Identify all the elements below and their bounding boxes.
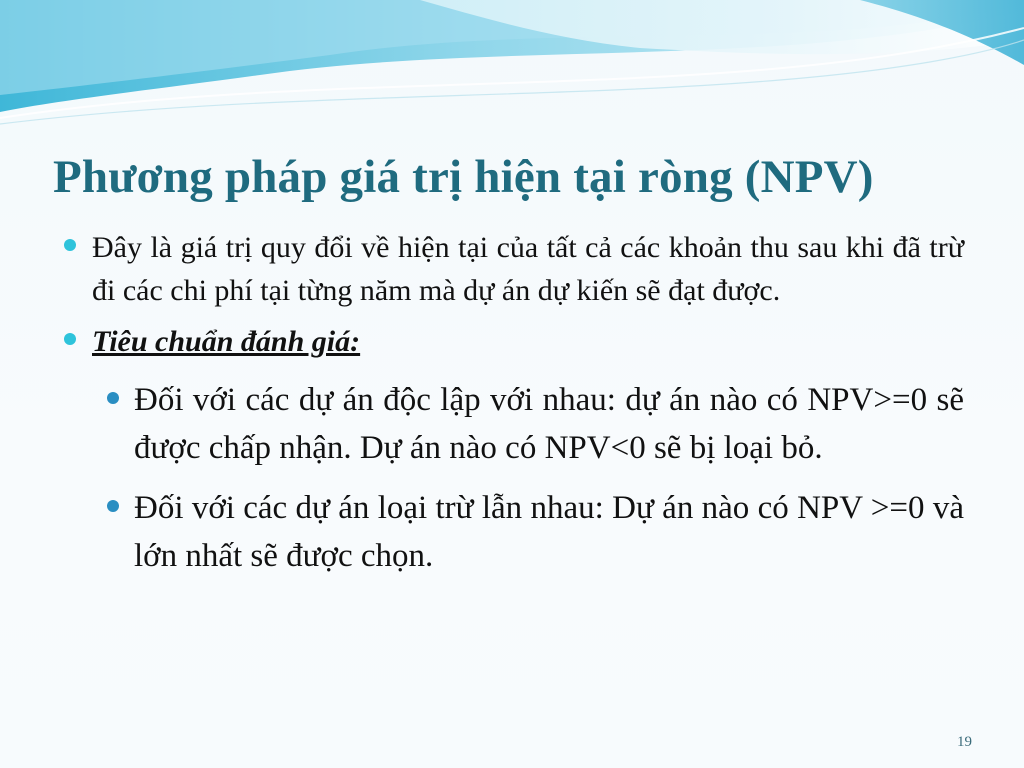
header-wave-decoration (0, 0, 1024, 130)
bullet-text: Đây là giá trị quy đổi về hiện tại của tất cả các khoản thu sau khi đã trừ đi các chi phí tại từng năm mà dự án dự kiến sẽ đạt được. (92, 231, 964, 307)
bullet-dot-icon (64, 333, 76, 345)
slide-body (60, 226, 964, 580)
sub-bullet-text: Đối với các dự án loại trừ lẫn nhau: Dự án nào có NPV >=0 và lớn nhất sẽ được chọn. (134, 490, 964, 574)
sub-bullet-text: Đối với các dự án độc lập với nhau: dự án nào có NPV>=0 sẽ được chấp nhận. Dự án nào có NPV<0 sẽ bị loại bỏ. (134, 382, 964, 466)
slide-title: Phương pháp giá trị hiện tại ròng (NPV) (53, 151, 874, 203)
sub-bullet-dot-icon (107, 392, 119, 404)
bullet-item (60, 226, 964, 312)
sub-bullet-dot-icon (107, 500, 119, 512)
criteria-heading: Tiêu chuẩn đánh giá: (92, 325, 361, 358)
bullet-item (60, 320, 964, 363)
bullet-dot-icon (64, 239, 76, 251)
sub-bullet-item (134, 484, 964, 580)
sub-bullet-item (134, 376, 964, 472)
page-number: 19 (957, 734, 972, 750)
